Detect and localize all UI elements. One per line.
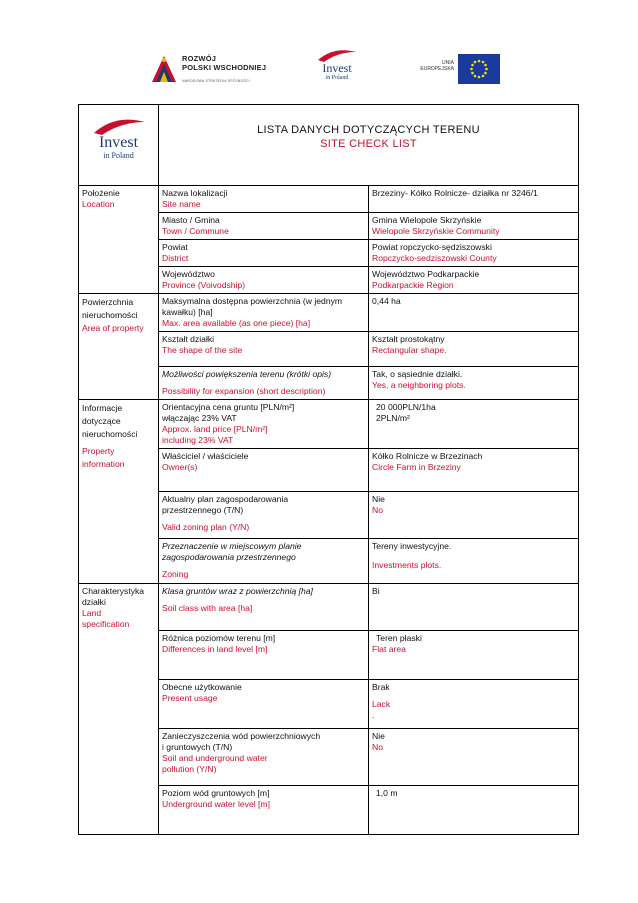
header-logo-sub: in Poland bbox=[103, 151, 134, 160]
field-label-pl: Nazwa lokalizacji bbox=[162, 188, 228, 198]
section-label-en: specification bbox=[82, 619, 130, 629]
field-shape bbox=[159, 332, 369, 367]
field-label-pl: Przeznaczenie w miejscowym planie bbox=[162, 541, 302, 551]
red-wing-icon bbox=[316, 48, 358, 62]
eu-logo bbox=[418, 52, 500, 90]
field-label-en: including 23% VAT bbox=[162, 435, 234, 445]
field-label-pl: Kształt działki bbox=[162, 334, 215, 344]
section-label-en: Location bbox=[82, 199, 115, 209]
value-text: 2PLN/m² bbox=[376, 413, 410, 423]
value-max-area bbox=[369, 294, 579, 332]
field-label-pl: Województwo bbox=[162, 269, 215, 279]
value-text-pl: Województwo Podkarpackie bbox=[372, 269, 480, 279]
value-text-pl: Powiat ropczycko-sędziszowski bbox=[372, 242, 492, 252]
value-text-en: Wielopole Skrzyńskie Community bbox=[372, 226, 500, 236]
section-label-pl: Położenie bbox=[82, 188, 120, 198]
value-present-usage bbox=[369, 680, 579, 729]
section-label-pl: działki bbox=[82, 597, 106, 607]
field-label-pl: Możliwości powiększenia terenu (krótki opis) bbox=[162, 369, 332, 379]
field-label-pl: Maksymalna dostępna powierzchnia (w jednym bbox=[162, 296, 343, 306]
value-site-name bbox=[369, 186, 579, 213]
field-label-pl: przestrzennego (T/N) bbox=[162, 505, 244, 515]
value-text-pl: Gmina Wielopole Skrzyńskie bbox=[372, 215, 482, 225]
site-check-table bbox=[78, 104, 579, 835]
value-text-pl: Tak, o sąsiednie działki. bbox=[372, 369, 463, 379]
value-text-en: Lack bbox=[372, 699, 391, 709]
section-label-en: information bbox=[82, 459, 125, 469]
value-text-pl: Nie bbox=[372, 731, 385, 741]
field-label-pl: Miasto / Gmina bbox=[162, 215, 220, 225]
value-text-pl: Kształt prostokątny bbox=[372, 334, 445, 344]
field-label-en: Site name bbox=[162, 199, 201, 209]
field-label-pl: Powiat bbox=[162, 242, 188, 252]
value-soil-class bbox=[369, 584, 579, 631]
field-label-en: Valid zoning plan (Y/N) bbox=[162, 522, 250, 532]
field-label-pl: i gruntowych (T/N) bbox=[162, 742, 233, 752]
logo-bar bbox=[0, 44, 638, 96]
page-subtitle: SITE CHECK LIST bbox=[320, 138, 417, 150]
table-row bbox=[79, 584, 579, 631]
value-zoning bbox=[369, 539, 579, 584]
field-town bbox=[159, 213, 369, 240]
table-row bbox=[79, 294, 579, 332]
field-land-level bbox=[159, 631, 369, 680]
value-owner bbox=[369, 449, 579, 492]
section-label-en: Property bbox=[82, 446, 115, 456]
value-text: 20 000PLN/1ha bbox=[376, 402, 436, 412]
field-label-pl: Właściciel / właściciele bbox=[162, 451, 249, 461]
rpw-line2: POLSKI WSCHODNIEJ bbox=[182, 63, 267, 72]
field-pollution bbox=[159, 729, 369, 786]
value-town bbox=[369, 213, 579, 240]
field-label-en: Possibility for expansion (short description) bbox=[162, 386, 326, 396]
rozwoj-polski-wschodniej-logo bbox=[150, 52, 275, 92]
value-text: 0,44 ha bbox=[372, 296, 401, 306]
value-pollution bbox=[369, 729, 579, 786]
field-zoning bbox=[159, 539, 369, 584]
value-province bbox=[369, 267, 579, 294]
section-area bbox=[79, 294, 159, 400]
field-label-en: District bbox=[162, 253, 189, 263]
field-label-en: Town / Commune bbox=[162, 226, 229, 236]
eu-flag-icon bbox=[458, 54, 500, 84]
field-label-en: Province (Voivodship) bbox=[162, 280, 246, 290]
invest-logo-name: Invest bbox=[322, 61, 352, 75]
section-label-pl: Informacje bbox=[82, 403, 123, 413]
rpw-mark-icon bbox=[150, 54, 178, 84]
section-label-en: Land bbox=[82, 608, 102, 618]
field-label-pl: włączając 23% VAT bbox=[162, 413, 237, 423]
section-label-en: Area of property bbox=[82, 323, 144, 333]
section-label-pl: Powierzchnia bbox=[82, 297, 134, 307]
field-site-name bbox=[159, 186, 369, 213]
field-present-usage bbox=[159, 680, 369, 729]
value-text-pl: Brak bbox=[372, 682, 390, 692]
field-soil-class bbox=[159, 584, 369, 631]
field-label-en: Zoning bbox=[162, 569, 189, 579]
field-label-pl: Klasa gruntów wraz z powierzchnią [ha] bbox=[162, 586, 313, 596]
field-label-en: Soil class with area [ha] bbox=[162, 603, 253, 613]
field-label-en: Approx. land price [PLN/m²] bbox=[162, 424, 268, 434]
field-province bbox=[159, 267, 369, 294]
field-max-area bbox=[159, 294, 369, 332]
value-text-en: Investments plots. bbox=[372, 560, 442, 570]
value-text-en: Ropczycko-sedziszowski County bbox=[372, 253, 497, 263]
value-text-en: No bbox=[372, 505, 383, 515]
eu-line2: EUROPEJSKA bbox=[420, 66, 454, 72]
section-label-pl: nieruchomości bbox=[82, 310, 138, 320]
field-label-pl: Zanieczyszczenia wód powierzchniowych bbox=[162, 731, 321, 741]
value-text-en: Flat area bbox=[372, 644, 406, 654]
page-title: LISTA DANYCH DOTYCZĄCYCH TERENU bbox=[257, 124, 480, 136]
value-expansion bbox=[369, 367, 579, 400]
value-text-pl: Kółko Rolnicze w Brzezinach bbox=[372, 451, 483, 461]
value-text: Brzeziny- Kółko Rolnicze- działka nr 3246/1 bbox=[372, 188, 538, 198]
field-label-pl: Aktualny plan zagospodarowania bbox=[162, 494, 289, 504]
value-text-en: Yes, a neighboring plots. bbox=[372, 380, 466, 390]
section-label-pl: nieruchomości bbox=[82, 429, 138, 439]
field-label-en: Underground water level [m] bbox=[162, 799, 270, 809]
value-text-en: Rectangular shape. bbox=[372, 345, 447, 355]
section-property bbox=[79, 400, 159, 584]
header-wing-icon bbox=[91, 117, 147, 135]
field-label-pl: Obecne użytkowanie bbox=[162, 682, 242, 692]
field-label-pl: zagospodarowania przestrzennego bbox=[162, 552, 296, 562]
field-label-en: Differences in land level [m] bbox=[162, 644, 268, 654]
value-text-en: No bbox=[372, 742, 383, 752]
value-text-dot: . bbox=[372, 710, 375, 720]
rpw-line3: NARODOWA STRATEGIA SPÓJNOŚCI bbox=[182, 79, 250, 83]
field-label-en: The shape of the site bbox=[162, 345, 243, 355]
value-land-level bbox=[369, 631, 579, 680]
value-text-en: Circle Farm in Brzeziny bbox=[372, 462, 461, 472]
field-label-pl: kawałku) [ha] bbox=[162, 307, 213, 317]
header-logo-cell bbox=[79, 105, 159, 186]
table-row bbox=[79, 400, 579, 449]
value-text-en: Podkarpackie Region bbox=[372, 280, 454, 290]
section-land bbox=[79, 584, 159, 835]
header-logo-name: Invest bbox=[98, 134, 139, 151]
field-groundwater bbox=[159, 786, 369, 835]
table-row bbox=[79, 186, 579, 213]
field-label-en: Soil and underground water bbox=[162, 753, 268, 763]
value-shape bbox=[369, 332, 579, 367]
field-district bbox=[159, 240, 369, 267]
value-zoning-plan bbox=[369, 492, 579, 539]
rpw-line1: ROZWÓJ bbox=[182, 54, 217, 63]
field-zoning-plan bbox=[159, 492, 369, 539]
section-label-pl: dotyczące bbox=[82, 416, 121, 426]
field-expansion bbox=[159, 367, 369, 400]
eu-line1: UNIA bbox=[442, 60, 454, 66]
value-groundwater bbox=[369, 786, 579, 835]
field-label-en: pollution (Y/N) bbox=[162, 764, 217, 774]
field-label-pl: Różnica poziomów terenu [m] bbox=[162, 633, 276, 643]
invest-in-poland-logo bbox=[312, 48, 362, 94]
invest-logo-sub: in Poland bbox=[325, 75, 349, 81]
value-text: Bi bbox=[372, 586, 380, 596]
header-row bbox=[79, 105, 579, 186]
value-text-pl: Teren płaski bbox=[376, 633, 422, 643]
field-label-en: Max. area available (as one piece) [ha] bbox=[162, 318, 311, 328]
field-label-en: Present usage bbox=[162, 693, 218, 703]
field-label-en: Owner(s) bbox=[162, 462, 198, 472]
value-price bbox=[369, 400, 579, 449]
field-owner bbox=[159, 449, 369, 492]
section-location bbox=[79, 186, 159, 294]
field-label-pl: Orientacyjna cena gruntu [PLN/m²] bbox=[162, 402, 295, 412]
value-text: 1,0 m bbox=[376, 788, 398, 798]
value-district bbox=[369, 240, 579, 267]
section-label-pl: Charakterystyka bbox=[82, 586, 145, 596]
value-text-pl: Nie bbox=[372, 494, 385, 504]
field-label-pl: Poziom wód gruntowych [m] bbox=[162, 788, 270, 798]
field-price bbox=[159, 400, 369, 449]
value-text-pl: Tereny inwestycyjne. bbox=[372, 541, 452, 551]
header-title-cell bbox=[159, 105, 579, 186]
